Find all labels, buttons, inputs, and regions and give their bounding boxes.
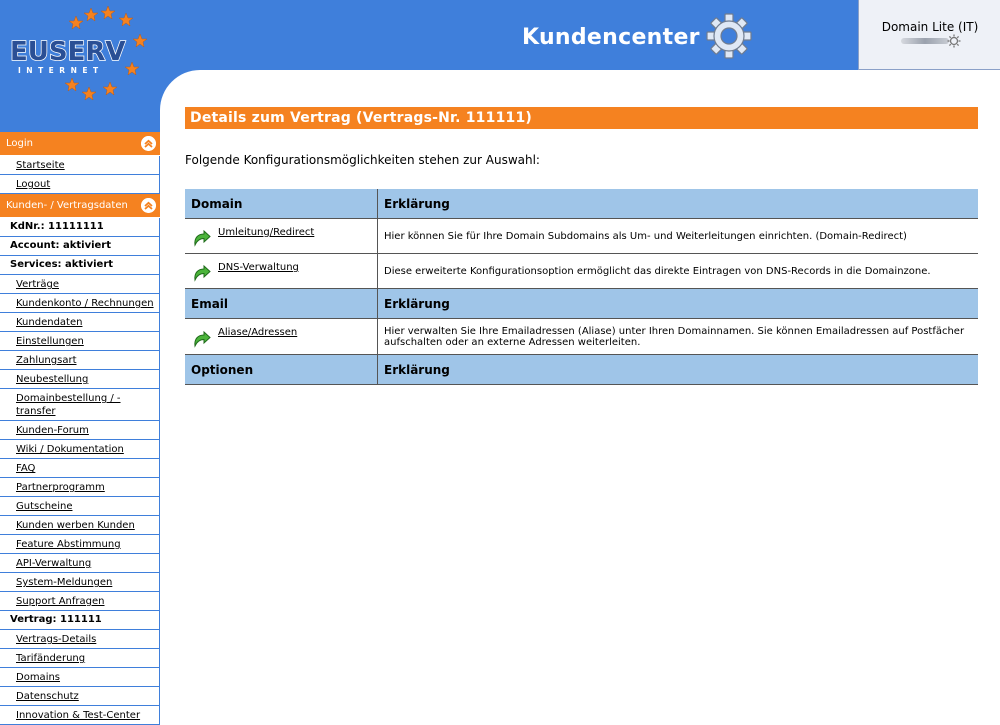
table-row [185, 254, 978, 289]
sidebar-item[interactable] [0, 478, 160, 497]
sidebar-link[interactable]: Logout [16, 179, 51, 190]
logo-main-text: EUSERV [10, 37, 126, 67]
sidebar-item[interactable] [0, 459, 160, 478]
feature-cell [185, 319, 378, 355]
sidebar-item[interactable] [0, 497, 160, 516]
gear-icon [704, 11, 754, 61]
sidebar-link[interactable]: Partnerprogramm [16, 482, 105, 493]
page-header-title: Kundencenter [522, 25, 700, 50]
customer-number: KdNr.: 11111111 [0, 218, 160, 237]
sidebar-item[interactable] [0, 389, 160, 421]
services-status: Services: aktiviert [0, 256, 160, 275]
sidebar-item[interactable] [0, 440, 160, 459]
sidebar [0, 132, 160, 725]
sidebar-section-login[interactable] [0, 132, 160, 156]
sidebar-link[interactable]: Tarifänderung [16, 653, 86, 664]
redirect-arrow-icon [191, 264, 211, 282]
redirect-arrow-icon [191, 229, 211, 247]
feature-cell [185, 219, 378, 254]
sidebar-link[interactable]: Domains [16, 672, 61, 683]
sidebar-link[interactable]: Zahlungsart [16, 355, 77, 366]
sidebar-item[interactable] [0, 275, 160, 294]
sidebar-item-startseite[interactable] [0, 156, 160, 175]
sidebar-item[interactable] [0, 706, 160, 725]
account-status: Account: aktiviert [0, 237, 160, 256]
sidebar-link[interactable]: Neubestellung [16, 374, 89, 385]
sidebar-link[interactable]: Gutscheine [16, 501, 73, 512]
table-row [185, 319, 978, 355]
contract-number: Vertrag: 111111 [0, 611, 160, 630]
main-content [185, 107, 978, 377]
sidebar-link[interactable]: Kunden-Forum [16, 425, 89, 436]
sidebar-link[interactable]: Feature Abstimmung [16, 539, 121, 550]
sidebar-link[interactable]: Datenschutz [16, 691, 79, 702]
sidebar-link[interactable]: Wiki / Dokumentation [16, 444, 124, 455]
sidebar-link[interactable]: FAQ [16, 463, 36, 474]
sidebar-item[interactable] [0, 573, 160, 592]
blurred-value [901, 38, 949, 44]
logo-sub-text: INTERNET [18, 66, 104, 75]
feature-description: Hier verwalten Sie Ihre Emailadressen (Aliase) unter Ihren Domainnamen. Sie können Emailadressen auf Postfächer aufschalten oder an externe Adressen weiterleiten. [378, 319, 979, 355]
sidebar-link[interactable]: Verträge [16, 279, 59, 290]
sidebar-link[interactable]: Kunden werben Kunden [16, 520, 135, 531]
sidebar-item[interactable] [0, 516, 160, 535]
sidebar-item[interactable] [0, 687, 160, 706]
feature-description: Diese erweiterte Konfigurationsoption ermöglicht das direkte Eintragen von DNS-Records in die Domainzone. [378, 254, 979, 289]
sidebar-item[interactable] [0, 313, 160, 332]
explain-heading: Erklärung [378, 289, 979, 319]
sidebar-item[interactable] [0, 668, 160, 687]
sidebar-link[interactable]: API-Verwaltung [16, 558, 92, 569]
product-label: Domain Lite (IT) [881, 20, 979, 34]
sidebar-item[interactable] [0, 332, 160, 351]
sidebar-link[interactable]: Kundenkonto / Rechnungen [16, 298, 154, 309]
sidebar-link[interactable]: Einstellungen [16, 336, 84, 347]
intro-text: Folgende Konfigurationsmöglichkeiten stehen zur Auswahl: [185, 153, 540, 167]
product-box [858, 0, 1000, 70]
group-heading: Domain [185, 189, 378, 219]
sidebar-link[interactable]: Vertrags-Details [16, 634, 97, 645]
feature-link-redirect[interactable]: Umleitung/Redirect [218, 226, 315, 238]
sidebar-link[interactable]: Domainbestellung / -transfer [16, 393, 121, 417]
group-heading: Optionen [185, 355, 378, 385]
table-header-row [185, 355, 978, 385]
chevron-up-icon[interactable] [141, 136, 156, 151]
table-header-row [185, 289, 978, 319]
sidebar-section-title: Login [6, 138, 33, 149]
sidebar-link[interactable]: Startseite [16, 160, 65, 171]
sidebar-section-customer-data[interactable] [0, 194, 160, 218]
explain-heading: Erklärung [378, 189, 979, 219]
sidebar-item[interactable] [0, 535, 160, 554]
sidebar-item[interactable] [0, 351, 160, 370]
sidebar-item[interactable] [0, 294, 160, 313]
sidebar-link[interactable]: System-Meldungen [16, 577, 113, 588]
feature-link-dns[interactable]: DNS-Verwaltung [218, 261, 299, 273]
sidebar-link[interactable]: Kundendaten [16, 317, 83, 328]
explain-heading: Erklärung [378, 355, 979, 385]
euserv-logo[interactable] [0, 0, 160, 132]
sidebar-section-title: Kunden- / Vertragsdaten [6, 200, 128, 211]
page-title: Details zum Vertrag (Vertrags-Nr. 111111) [185, 107, 978, 129]
sidebar-item-logout[interactable] [0, 175, 160, 194]
sidebar-link[interactable]: Innovation & Test-Center [16, 710, 141, 721]
sidebar-item[interactable] [0, 421, 160, 440]
sidebar-item[interactable] [0, 370, 160, 389]
table-header-row [185, 189, 978, 219]
sidebar-item[interactable] [0, 649, 160, 668]
settings-gear-icon[interactable] [947, 34, 961, 48]
feature-description: Hier können Sie für Ihre Domain Subdomains als Um- und Weiterleitungen einrichten. (Domain-Redirect) [378, 219, 979, 254]
table-row [185, 219, 978, 254]
chevron-up-icon[interactable] [141, 198, 156, 213]
feature-link-aliases[interactable]: Aliase/Adressen [218, 327, 298, 338]
sidebar-item[interactable] [0, 592, 160, 611]
feature-cell [185, 254, 378, 289]
sidebar-item[interactable] [0, 630, 160, 649]
group-heading: Email [185, 289, 378, 319]
config-table [185, 189, 978, 385]
sidebar-link[interactable]: Support Anfragen [16, 596, 105, 607]
sidebar-item[interactable] [0, 554, 160, 573]
redirect-arrow-icon [191, 330, 211, 348]
